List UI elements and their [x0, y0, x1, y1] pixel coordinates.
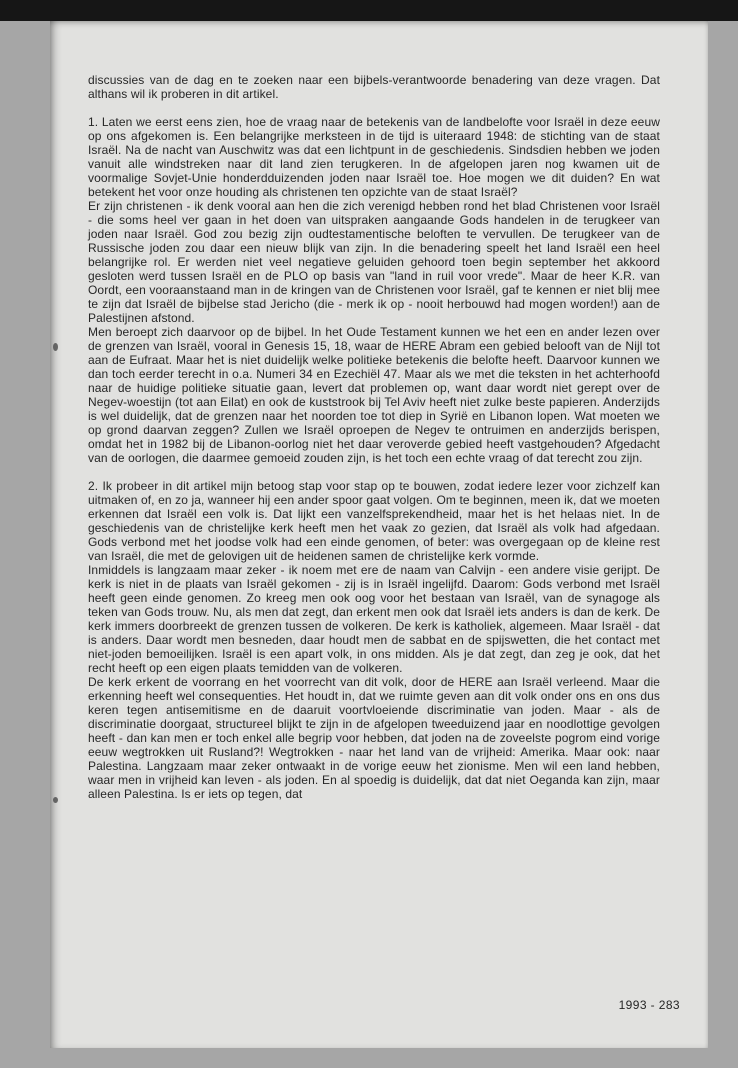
paragraph-section-2-c: De kerk erkent de voorrang en het voorrecht van dit volk, door de HERE aan Israël verleend. Maar die erkenning heeft wel consequenties. Het houdt in, dat we ruimte geven aan dit volk onder ons en ons dus keren tegen antisemitisme en de daaruit voortvloeiende discriminatie van joden. Maar - als de discriminatie doorgaat, structureel blijkt te zijn in de afgelopen tweeduizend jaar en noodlottige gevolgen heeft - dan kan men er toch enkel alle begrip voor hebben, dat joden na de zoveelste pogrom eind vorige eeuw wegtrokken uit Rusland?! Wegtrokken - naar het land van de vrijheid: Amerika. Maar ook: naar Palestina. Langzaam maar zeker ontwaakt in de vorige eeuw het zionisme. Men wil een land hebben, waar men in vrijheid kan leven - als joden. En al spoedig is duidelijk, dat dat niet Oeganda kan zijn, maar alleen Palestina. Is er iets op tegen, dat	[88, 675, 660, 801]
paragraph-section-1-a: 1. Laten we eerst eens zien, hoe de vraag naar de betekenis van de landbelofte voor Israël in deze eeuw op ons afgekomen is. Een belangrijke merksteen in de tijd is uiteraard 1948: de stichting van de staat Israël. Na de nacht van Auschwitz was dat een lichtpunt in de geschiedenis. Sindsdien hebben we joden vanuit alle windstreken naar dit land zien terugkeren. In de afgelopen jaren nog kwamen uit de voormalige Sovjet-Unie honderdduizenden joden naar Israël toe. Hoe mogen we dit duiden? En wat betekent het voor onze houding als christenen ten opzichte van de staat Israël?	[88, 115, 660, 199]
paragraph-section-1-b: Er zijn christenen - ik denk vooral aan hen die zich verenigd hebben rond het blad Christenen voor Israël - die soms heel ver gaan in het doen van uitspraken aangaande Gods handelen in de terugkeer van joden naar Israël. God zou bezig zijn oudtestamentische beloften te vervullen. De terugkeer van de Russische joden zou daar een nieuw blijk van zijn. In die benadering speelt het land Israël een heel belangrijke rol. Er werden niet veel negatieve geluiden gehoord toen begin september het akkoord gesloten werd tussen Israël en de PLO op basis van "land in ruil voor vrede". Maar de heer K.R. van Oordt, een vooraanstaand man in de kringen van de Christenen voor Israël, gaf te kennen er niet blij mee te zijn dat Israël de bijbelse stad Jericho (die - merk ik op - nooit herbouwd had mogen worden!) aan de Palestijnen afstond.	[88, 199, 660, 325]
scan-top-black-band	[0, 0, 738, 21]
paragraph-intro: discussies van de dag en te zoeken naar een bijbels-verantwoorde benadering van deze vragen. Dat althans wil ik proberen in dit artikel.	[88, 73, 660, 101]
page-number: 1993 - 283	[618, 998, 680, 1012]
paragraph-section-2-a: 2. Ik probeer in dit artikel mijn betoog stap voor stap op te bouwen, zodat iedere lezer voor zichzelf kan uitmaken of, en zo ja, wanneer hij een ander spoor gaat volgen. Om te beginnen, meen ik, dat we moeten erkennen dat Israël een volk is. Dat lijkt een vanzelfsprekendheid, maar het is het helaas niet. In de geschiedenis van de christelijke kerk heeft men het vaak zo gezien, dat Israël als volk had afgedaan. Gods verbond met het joodse volk had een einde genomen, of beter: was overgegaan op de kleine rest van Israël, die met de gelovigen uit de heidenen samen de christelijke kerk vormde.	[88, 479, 660, 563]
paragraph-section-2-b: Inmiddels is langzaam maar zeker - ik noem met ere de naam van Calvijn - een andere visie gerijpt. De kerk is niet in de plaats van Israël gekomen - zij is in Israël ingelijfd. Daarom: Gods verbond met Israël heeft geen einde genomen. Zo kreeg men ook oog voor het bestaan van Israël, van de synagoge als teken van Gods trouw. Nu, als men dat zegt, dan erkent men ook dat Israël iets anders is dan de kerk. De kerk immers doorbreekt de grenzen tussen de volkeren. De kerk is katholiek, algemeen. Maar Israël - dat is anders. Daar wordt men besneden, daar houdt men de sabbat en de spijswetten, die het contact met niet-joden bemoeilijken. Israël is een apart volk, in ons midden. Als je dat zegt, dan zeg je ook, dat het recht heeft op een eigen plaats temidden van de volkeren.	[88, 563, 660, 675]
scan-artifact	[53, 343, 58, 351]
paper-page	[50, 21, 708, 1048]
article-text	[88, 73, 660, 801]
scan-artifact	[53, 797, 58, 803]
paragraph-section-1-c: Men beroept zich daarvoor op de bijbel. In het Oude Testament kunnen we het een en ander lezen over de grenzen van Israël, vooral in Genesis 15, 18, waar de HERE Abram een gebied belooft van de Nijl tot aan de Eufraat. Maar het is niet duidelijk welke politieke betekenis die belofte heeft. Daarvoor kunnen we dan toch eerder terecht in o.a. Numeri 34 en Ezechiël 47. Maar als we met die teksten in het achterhoofd naar de huidige politieke situatie gaan, levert dat problemen op, want daar wordt niet gerept over de Negev-woestijn (tot aan Eilat) en ook de kuststrook bij Tel Aviv heeft niet zulke beste papieren. Anderzijds is wel duidelijk, dat de grenzen naar het noorden toe tot diep in Syrië en Libanon lopen. Wat moeten we op grond daarvan zeggen? Zullen we Israël oproepen de Negev te ontruimen en anderzijds berispen, omdat het in 1982 bij de Libanon-oorlog niet het daar veroverde gebied heeft vastgehouden? Afgedacht van de oorlogen, die daarmee gemoeid zouden zijn, is het toch een echte vraag of dat terecht zou zijn.	[88, 325, 660, 465]
